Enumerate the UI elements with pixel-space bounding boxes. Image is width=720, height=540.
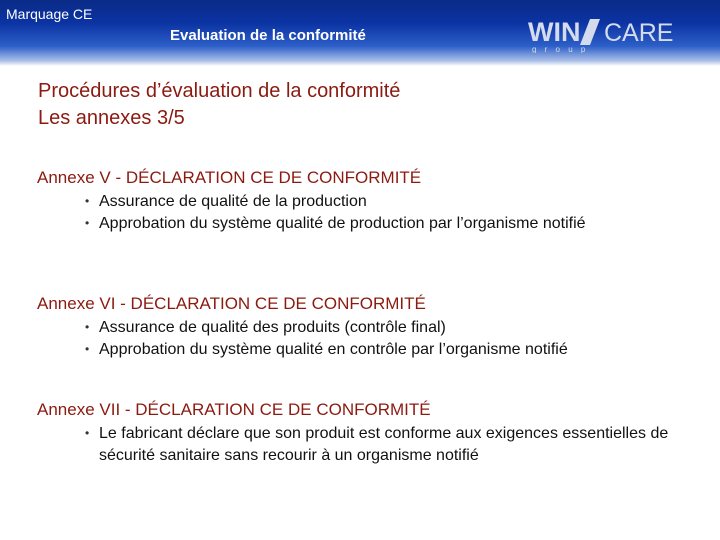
logo-sub: g r o u p (532, 45, 589, 53)
wincare-logo (528, 15, 678, 53)
list-item: • Approbation du système qualité de production par l’organisme notifié (37, 213, 697, 235)
logo-slash-icon (580, 19, 600, 45)
annex-items (37, 191, 697, 234)
header-title: Evaluation de la conformité (170, 27, 366, 44)
annex-vii (37, 399, 697, 466)
list-item: • Assurance de qualité des produits (contrôle final) (37, 317, 697, 339)
bullet-icon: • (85, 426, 90, 440)
annex-items (37, 423, 697, 466)
annex-v (37, 167, 697, 234)
bullet-icon: • (85, 341, 90, 356)
list-item: • Approbation du système qualité en contrôle par l’organisme notifié (37, 339, 697, 361)
list-item: • Le fabricant déclare que son produit est conforme aux exigences essentielles de sécurité sanitaire sans recourir à un organisme notifié (85, 425, 669, 464)
slide-title (38, 78, 400, 132)
logo-brand-left: WIN (528, 17, 581, 47)
annex-vi (37, 293, 697, 360)
slide-title-line2: Les annexes 3/5 (38, 107, 185, 129)
header-label: Marquage CE (6, 6, 93, 22)
annex-heading: Annexe V - DÉCLARATION CE DE CONFORMITÉ (37, 168, 422, 187)
bullet-icon: • (85, 194, 90, 208)
bullet-icon: • (85, 215, 90, 230)
annex-items (37, 317, 697, 360)
bullet-icon: • (85, 320, 90, 334)
list-item: • Assurance de qualité de la production (37, 191, 697, 213)
annex-heading: Annexe VII - DÉCLARATION CE DE CONFORMITÉ (37, 400, 431, 419)
logo-brand-right: CARE (604, 19, 674, 47)
annex-heading: Annexe VI - DÉCLARATION CE DE CONFORMITÉ (37, 294, 426, 313)
slide-title-line1: Procédures d’évaluation de la conformité (38, 80, 401, 102)
